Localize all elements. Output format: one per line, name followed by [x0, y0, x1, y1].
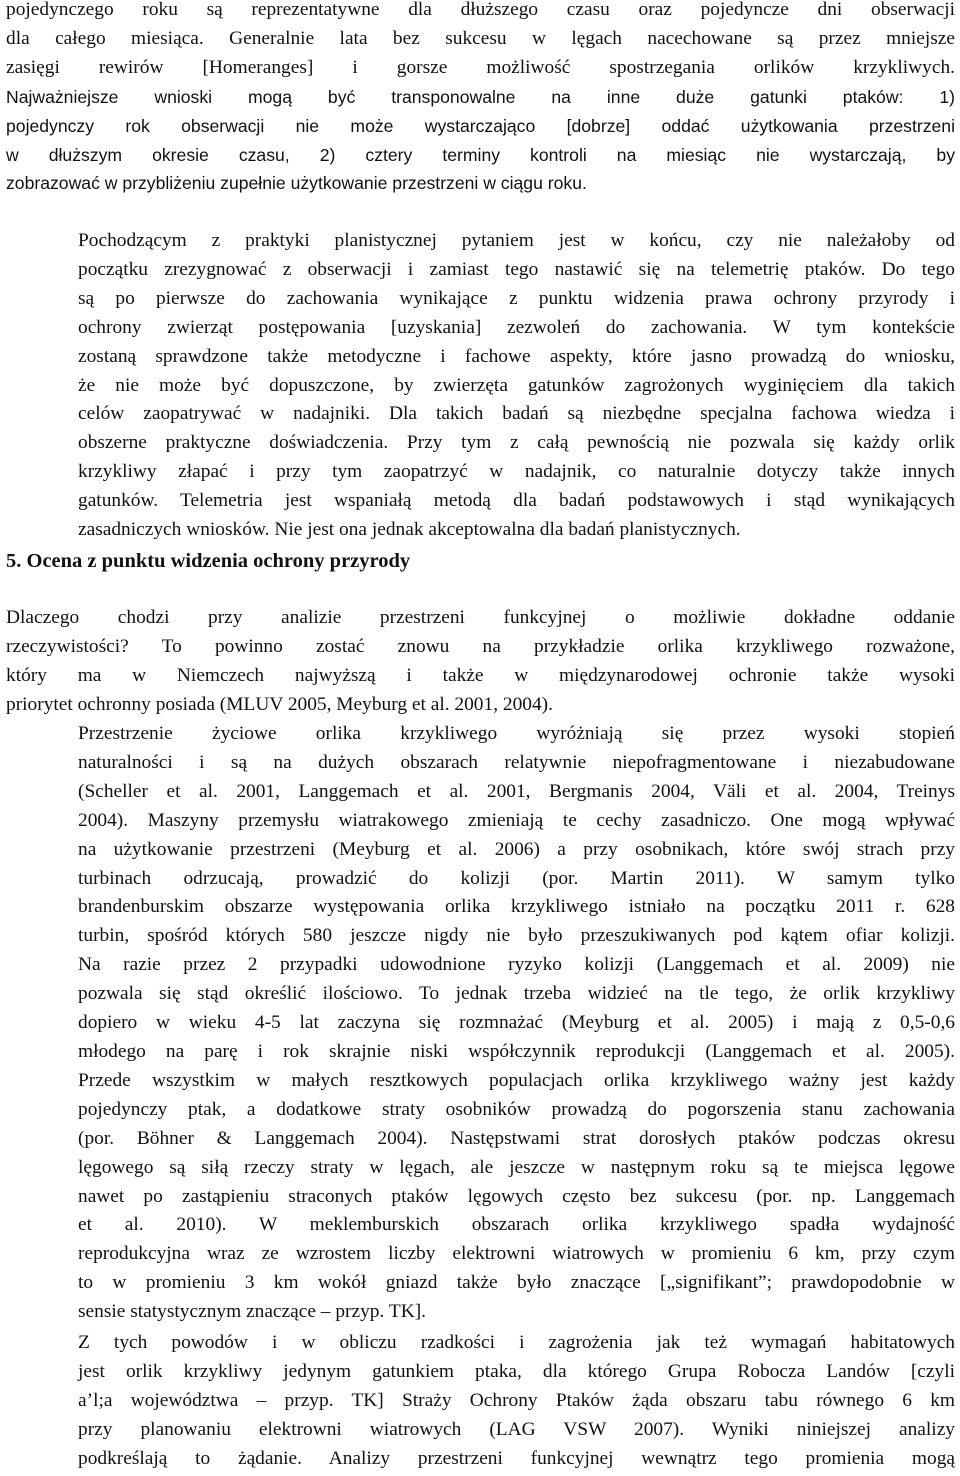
text-line: zasięgi rewirów [Homeranges] i gorsze możliwość spostrzegania orlików krzykliwych.	[6, 56, 955, 78]
text-line: Na razie przez 2 przypadki udowodnione ryzyko kolizji (Langgemach et al. 2009) nie	[78, 954, 955, 976]
text-line: zasadniczych wniosków. Nie jest ona jednak akceptowalna dla badań planistycznych.	[78, 519, 741, 541]
text-line: zobrazować w przybliżeniu zupełnie użytkowanie przestrzeni w ciągu roku.	[6, 173, 587, 194]
text-line: sensie statystycznym znaczące – przyp. TK].	[78, 1301, 426, 1323]
paragraph-3	[6, 604, 955, 720]
text-line: to w promieniu 3 km wokół gniazd także było znaczące [„signifikant”; prawdopodobnie w	[78, 1272, 955, 1294]
text-line: celów zaopatrywać w nadajniki. Dla takich badań są niezbędne specjalna fachowa wiedza i	[78, 403, 955, 425]
text-line: nawet po zastąpieniu straconych ptaków lęgowych często bez sukcesu (por. np. Langgemach	[78, 1185, 955, 1207]
text-line: et al. 2010). W meklemburskich obszarach orlika krzykliwego spadła wydajność	[78, 1214, 955, 1236]
text-line: dla całego miesiąca. Generalnie lata bez sukcesu w lęgach nacechowane są przez mniejsze	[6, 27, 955, 49]
text-line: podkreślają to żądanie. Analizy przestrzeni funkcyjnej wewnątrz tego promienia mogą	[78, 1447, 955, 1469]
text-line: pojedynczy ptak, a dodatkowe straty osobników prowadzą do pogorszenia stanu zachowania	[78, 1098, 955, 1120]
text-line: Przede wszystkim w małych resztkowych populacjach orlika krzykliwego ważny jest każdy	[78, 1069, 955, 1091]
text-line: 2004). Maszyny przemysłu wiatrakowego zmieniają te cechy zasadniczo. One mogą wpływać	[78, 809, 955, 831]
paragraph-4	[6, 720, 955, 1327]
paragraph-2	[6, 227, 955, 545]
text-line: przy planowaniu elektrowni wiatrowych (LAG VSW 2007). Wyniki niniejszej analizy	[78, 1418, 955, 1440]
text-line: turbin, spośród których 580 jeszcze nigdy nie było przeszukiwanych pod kątem ofiar kolizji.	[78, 925, 955, 947]
text-line: Przestrzenie życiowe orlika krzykliwego wyróżniają się przez wysoki stopień	[78, 723, 955, 744]
text-line: młodego na parę i rok skrajnie niski współczynnik reprodukcji (Langgemach et al. 2005).	[78, 1040, 955, 1062]
text-line: reprodukcyjna wraz ze wzrostem liczby elektrowni wiatrowych w promieniu 6 km, przy czym	[78, 1243, 955, 1265]
text-line: są po pierwsze do zachowania wynikające z punktu widzenia prawa ochrony przyrody i	[78, 287, 955, 309]
text-line: w dłuższym okresie czasu, 2) cztery terminy kontroli na miesiąc nie wystarczają, by	[6, 144, 955, 165]
text-line: ochrony zwierząt postępowania [uzyskania] zezwoleń do zachowania. W tym kontekście	[78, 316, 955, 338]
text-line: naturalności i są na dużych obszarach relatywnie niepofragmentowane i niezabudowane	[78, 751, 955, 773]
text-line: Z tych powodów i w obliczu rzadkości i zagrożenia jak też wymagań habitatowych	[78, 1332, 955, 1353]
text-line: zostaną sprawdzone także metodyczne i fachowe aspekty, które jasno prowadzą do wniosku,	[78, 345, 955, 367]
text-line: a’l;a województwa – przyp. TK] Straży Ochrony Ptaków żąda obszaru tabu równego 6 km	[78, 1389, 955, 1411]
text-line: lęgowego są siłą rzeczy straty w lęgach, ale jeszcze w następnym roku są te miejsca lęgowe	[78, 1156, 955, 1178]
text-line: na użytkowanie przestrzeni (Meyburg et al. 2006) a przy osobnikach, które swój strach przy	[78, 838, 955, 860]
section-heading: 5. Ocena z punktu widzenia ochrony przyrody	[6, 550, 411, 572]
text-line: Najważniejsze wnioski mogą być transponowalne na inne duże gatunki ptaków: 1)	[6, 86, 955, 107]
paragraph-1	[6, 0, 955, 198]
text-line: dopiero w wieku 4-5 lat zaczyna się rozmnażać (Meyburg et al. 2005) i mają z 0,5-0,6	[78, 1012, 955, 1034]
text-line: że nie może być dopuszczone, by zwierzęta gatunków zagrożonych wyginięciem dla takich	[78, 374, 955, 396]
text-line: jest orlik krzykliwy jedynym gatunkiem ptaka, dla którego Grupa Robocza Landów [czyli	[78, 1360, 955, 1382]
text-line: turbinach odrzucają, prowadzić do kolizji (por. Martin 2011). W samym tylko	[78, 867, 955, 889]
text-line: obszerne praktyczne doświadczenia. Przy tym z całą pewnością nie pozwala się każdy orlik	[78, 432, 955, 454]
text-line: Dlaczego chodzi przy analizie przestrzeni funkcyjnej o możliwie dokładne oddanie	[6, 607, 955, 628]
text-line: krzykliwy złapać i przy tym zaopatrzyć w nadajnik, co naturalnie dotyczy także innych	[78, 461, 955, 483]
text-line: priorytet ochronny posiada (MLUV 2005, Meyburg et al. 2001, 2004).	[6, 693, 553, 715]
text-line: (Scheller et al. 2001, Langgemach et al. 2001, Bergmanis 2004, Väli et al. 2004, Treinys	[78, 780, 955, 802]
text-line: pojedynczy rok obserwacji nie może wystarczająco [dobrze] oddać użytkowania przestrzeni	[6, 115, 955, 136]
text-line: gatunków. Telemetria jest wspaniałą metodą dla badań podstawowych i stąd wynikających	[78, 490, 955, 512]
text-line: początku zrezygnować z obserwacji i zamiast tego nastawić się na telemetrię ptaków. Do tego	[78, 258, 955, 280]
text-line: brandenburskim obszarze występowania orlika krzykliwego istniało na początku 2011 r. 628	[78, 896, 955, 918]
text-line: który ma w Niemczech najwyższą i także w międzynarodowej ochronie także wysoki	[6, 664, 955, 686]
paragraph-5	[6, 1329, 955, 1474]
text-line: pozwala się stąd określić ilościowo. To jednak trzeba widzieć na tle tego, że orlik krzykliwy	[78, 983, 955, 1005]
text-line: (por. Böhner & Langgemach 2004). Następstwami strat dorosłych ptaków podczas okresu	[78, 1127, 955, 1149]
text-line: pojedynczego roku są reprezentatywne dla dłuższego czasu oraz pojedyncze dni obserwacji	[6, 0, 955, 20]
text-line: Pochodzącym z praktyki planistycznej pytaniem jest w końcu, czy nie należałoby od	[78, 230, 955, 251]
text-line: rzeczywistości? To powinno zostać znowu na przykładzie orlika krzykliwego rozważone,	[6, 635, 955, 657]
